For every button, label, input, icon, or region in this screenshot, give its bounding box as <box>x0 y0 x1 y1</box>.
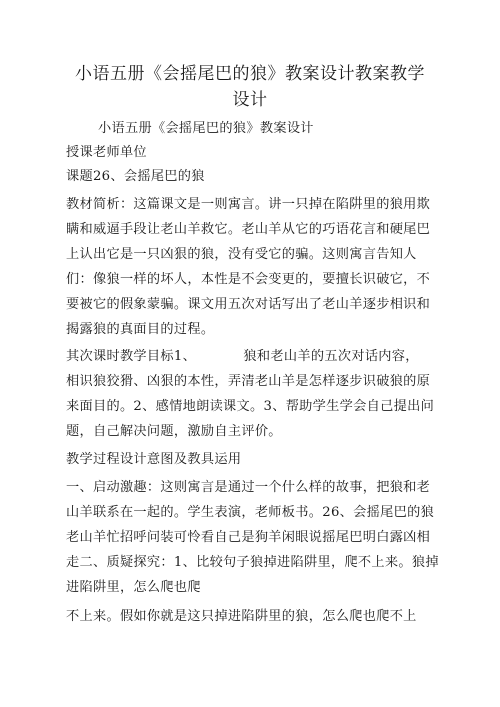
teacher-unit-line: 授课老师单位 <box>66 145 147 160</box>
body-text-line: 进陷阱里，怎么爬也爬 <box>66 580 201 595</box>
body-text-line: 题，自己解决问题，激励自主评价。 <box>66 424 282 439</box>
body-text-line: 不上来。假如你就是这只掉进陷阱里的狼，怎么爬也爬不上 <box>66 609 417 624</box>
body-text-line: 瞒和威逼手段让老山羊救它。老山羊从它的巧语花言和硬尾巴 <box>66 222 431 237</box>
body-text-line: 一、启动激趣：这则寓言是通过一个什么样的故事，把狼和老 <box>66 480 431 495</box>
lesson-topic-line: 课题26、会摇尾巴的狼 <box>66 169 205 184</box>
body-text-line: 走二、质疑探究：1、比较句子狼掉进陷阱里，爬不上来。狼掉 <box>66 555 439 570</box>
body-text-line: 上认出它是一只凶狠的狼，没有受它的骗。这则寓言告知人 <box>66 247 417 262</box>
subtitle-line: 小语五册《会摇尾巴的狼》教案设计 <box>98 121 314 136</box>
body-text-line: 要被它的假象蒙骗。课文用五次对话写出了老山羊逐步相识和 <box>66 297 431 312</box>
document-title-line-2: 设计 <box>232 90 268 110</box>
body-text-line: 山羊联系在一起的。学生表演，老师板书。26、会摇尾巴的狼 <box>66 505 435 520</box>
body-text-line: 相识狼狡猾、凶狠的本性，弄清老山羊是怎样逐步识破狼的原 <box>66 374 431 389</box>
body-text-line: 来面目的。2、感情地朗读课文。3、帮助学生学会自己提出问 <box>66 399 435 414</box>
body-text-line: 教材简析：这篇课文是一则寓言。讲一只掉在陷阱里的狼用欺 <box>66 197 431 212</box>
section-heading-line: 教学过程设计意图及教具运用 <box>66 452 242 467</box>
document-title-line-1: 小语五册《会摇尾巴的狼》教案设计教案教学 <box>75 64 425 84</box>
body-text-line: 揭露狼的真面目的过程。 <box>66 322 215 337</box>
body-text-line: 们：像狼一样的坏人，本性是不会变更的，要擅长识破它，不 <box>66 272 431 287</box>
body-text-line: 其次课时教学目标1、 狼和老山羊的五次对话内容， <box>66 349 419 364</box>
body-text-line: 老山羊忙招呼问装可怜看自己是狗羊闲眼说摇尾巴明白露凶相 <box>66 530 431 545</box>
